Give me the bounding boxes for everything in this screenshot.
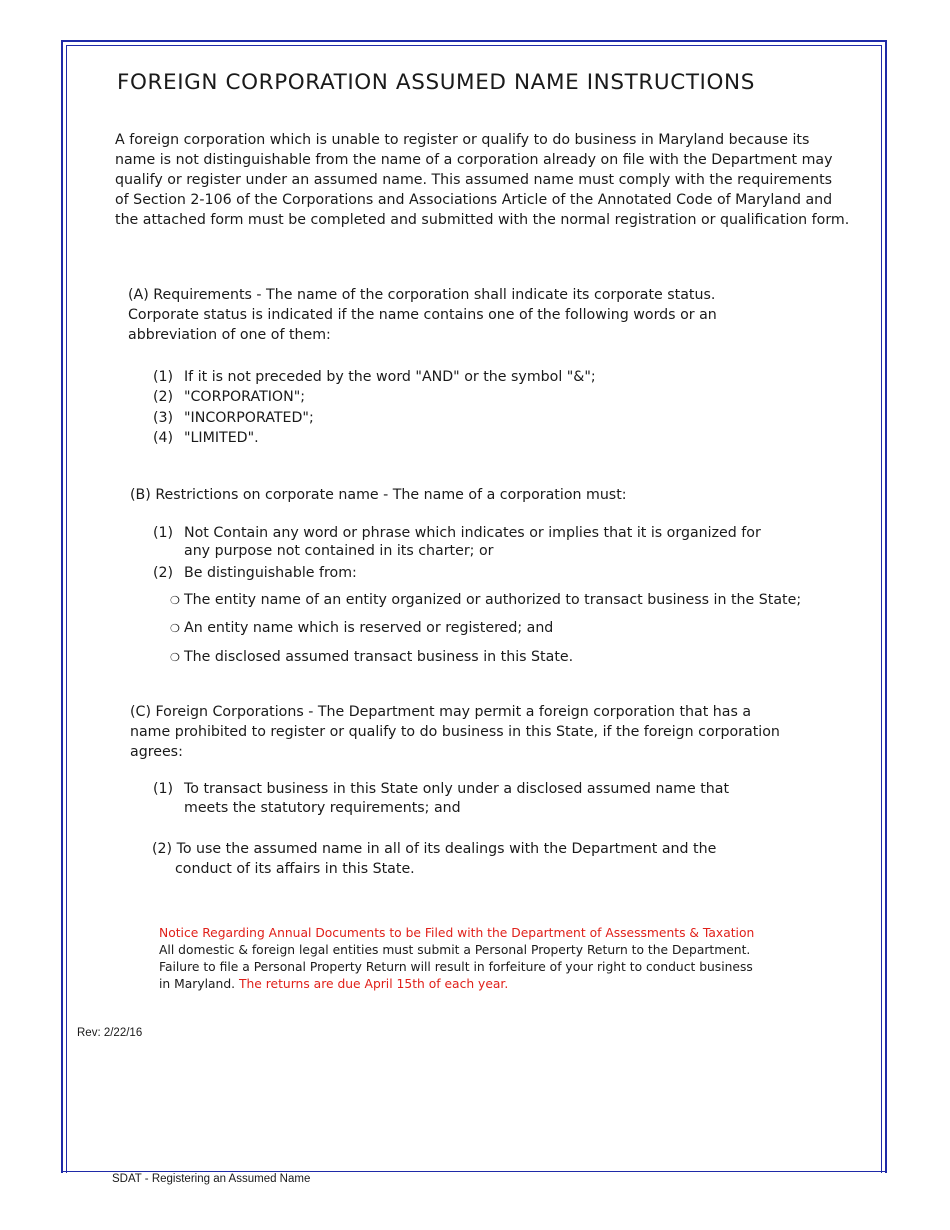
intro-line: A foreign corporation which is unable to register or qualify to do business in Maryland because its — [115, 132, 810, 148]
notice-line: All domestic & foreign legal entities must submit a Personal Property Return to the Department. — [159, 943, 751, 957]
section-a-item — [153, 367, 596, 388]
section-a-item — [153, 428, 259, 449]
bullet-item — [170, 592, 801, 608]
item-number: (1) — [153, 781, 174, 797]
section-b-item — [153, 563, 357, 584]
page-border-bottom — [61, 1171, 887, 1172]
bullet-text: The disclosed assumed transact business in this State. — [184, 649, 574, 665]
intro-paragraph — [115, 130, 875, 230]
section-a-item — [153, 408, 314, 429]
item-text: "CORPORATION"; — [184, 389, 306, 405]
notice-due-date: The returns are due April 15th of each year. — [238, 977, 509, 991]
circle-bullet-icon: ❍ — [170, 622, 180, 635]
section-a-line: abbreviation of one of them: — [128, 327, 331, 343]
annual-documents-notice — [159, 925, 754, 993]
bullet-item — [170, 649, 573, 665]
circle-bullet-icon: ❍ — [170, 651, 180, 664]
item-number: (4) — [153, 430, 174, 446]
section-c-item — [153, 779, 729, 800]
intro-line: qualify or register under an assumed name. This assumed name must comply with the requirements — [115, 172, 833, 188]
item-number: (2) — [153, 565, 174, 581]
item-text: "LIMITED". — [184, 430, 259, 446]
section-c-paragraph — [130, 702, 780, 762]
bullet-text: An entity name which is reserved or registered; and — [184, 620, 554, 636]
item-text-continuation: conduct of its affairs in this State. — [175, 861, 415, 877]
item-number: (1) — [153, 369, 174, 385]
item-text: "INCORPORATED"; — [184, 410, 314, 426]
section-a-line: Corporate status is indicated if the name contains one of the following words or an — [128, 307, 717, 323]
page-footer: SDAT - Registering an Assumed Name — [112, 1173, 311, 1185]
intro-line: of Section 2-106 of the Corporations and Associations Article of the Annotated Code of Maryland and — [115, 192, 833, 208]
section-a-paragraph — [128, 285, 717, 345]
item-number: (1) — [153, 525, 174, 541]
bullet-text: The entity name of an entity organized or authorized to transact business in the State; — [184, 592, 802, 608]
section-b-item — [153, 523, 761, 544]
item-text: Not Contain any word or phrase which indicates or implies that it is organized for — [184, 525, 761, 541]
section-a-line: (A) Requirements - The name of the corporation shall indicate its corporate status. — [128, 287, 716, 303]
bullet-item — [170, 620, 553, 636]
revision-date: Rev: 2/22/16 — [77, 1027, 143, 1039]
section-c-line: name prohibited to register or qualify to do business in this State, if the foreign corporation — [130, 724, 780, 740]
item-text-continuation: any purpose not contained in its charter; or — [184, 543, 494, 559]
notice-line: Failure to file a Personal Property Return will result in forfeiture of your right to conduct business — [159, 960, 753, 974]
document-title: FOREIGN CORPORATION ASSUMED NAME INSTRUCTIONS — [117, 70, 755, 95]
section-a-item — [153, 387, 305, 408]
item-number: (2) — [153, 389, 174, 405]
item-text: If it is not preceded by the word "AND" or the symbol "&"; — [184, 369, 596, 385]
notice-line-prefix: in Maryland. — [159, 977, 239, 991]
section-b-heading: (B) Restrictions on corporate name - The name of a corporation must: — [130, 487, 627, 503]
item-number: (3) — [153, 410, 174, 426]
notice-line — [159, 976, 754, 993]
intro-line: name is not distinguishable from the name of a corporation already on file with the Department may — [115, 152, 833, 168]
notice-heading: Notice Regarding Annual Documents to be Filed with the Department of Assessments & Taxation — [159, 926, 755, 940]
item-text-continuation: meets the statutory requirements; and — [184, 800, 461, 816]
item-text: Be distinguishable from: — [184, 565, 357, 581]
circle-bullet-icon: ❍ — [170, 594, 180, 607]
section-c-item: (2) To use the assumed name in all of its dealings with the Department and the — [152, 841, 717, 857]
section-c-line: agrees: — [130, 744, 183, 760]
section-c-line: (C) Foreign Corporations - The Department may permit a foreign corporation that has a — [130, 704, 752, 720]
intro-line: the attached form must be completed and submitted with the normal registration or qualification form. — [115, 212, 850, 228]
item-text: To transact business in this State only under a disclosed assumed name that — [184, 781, 730, 797]
